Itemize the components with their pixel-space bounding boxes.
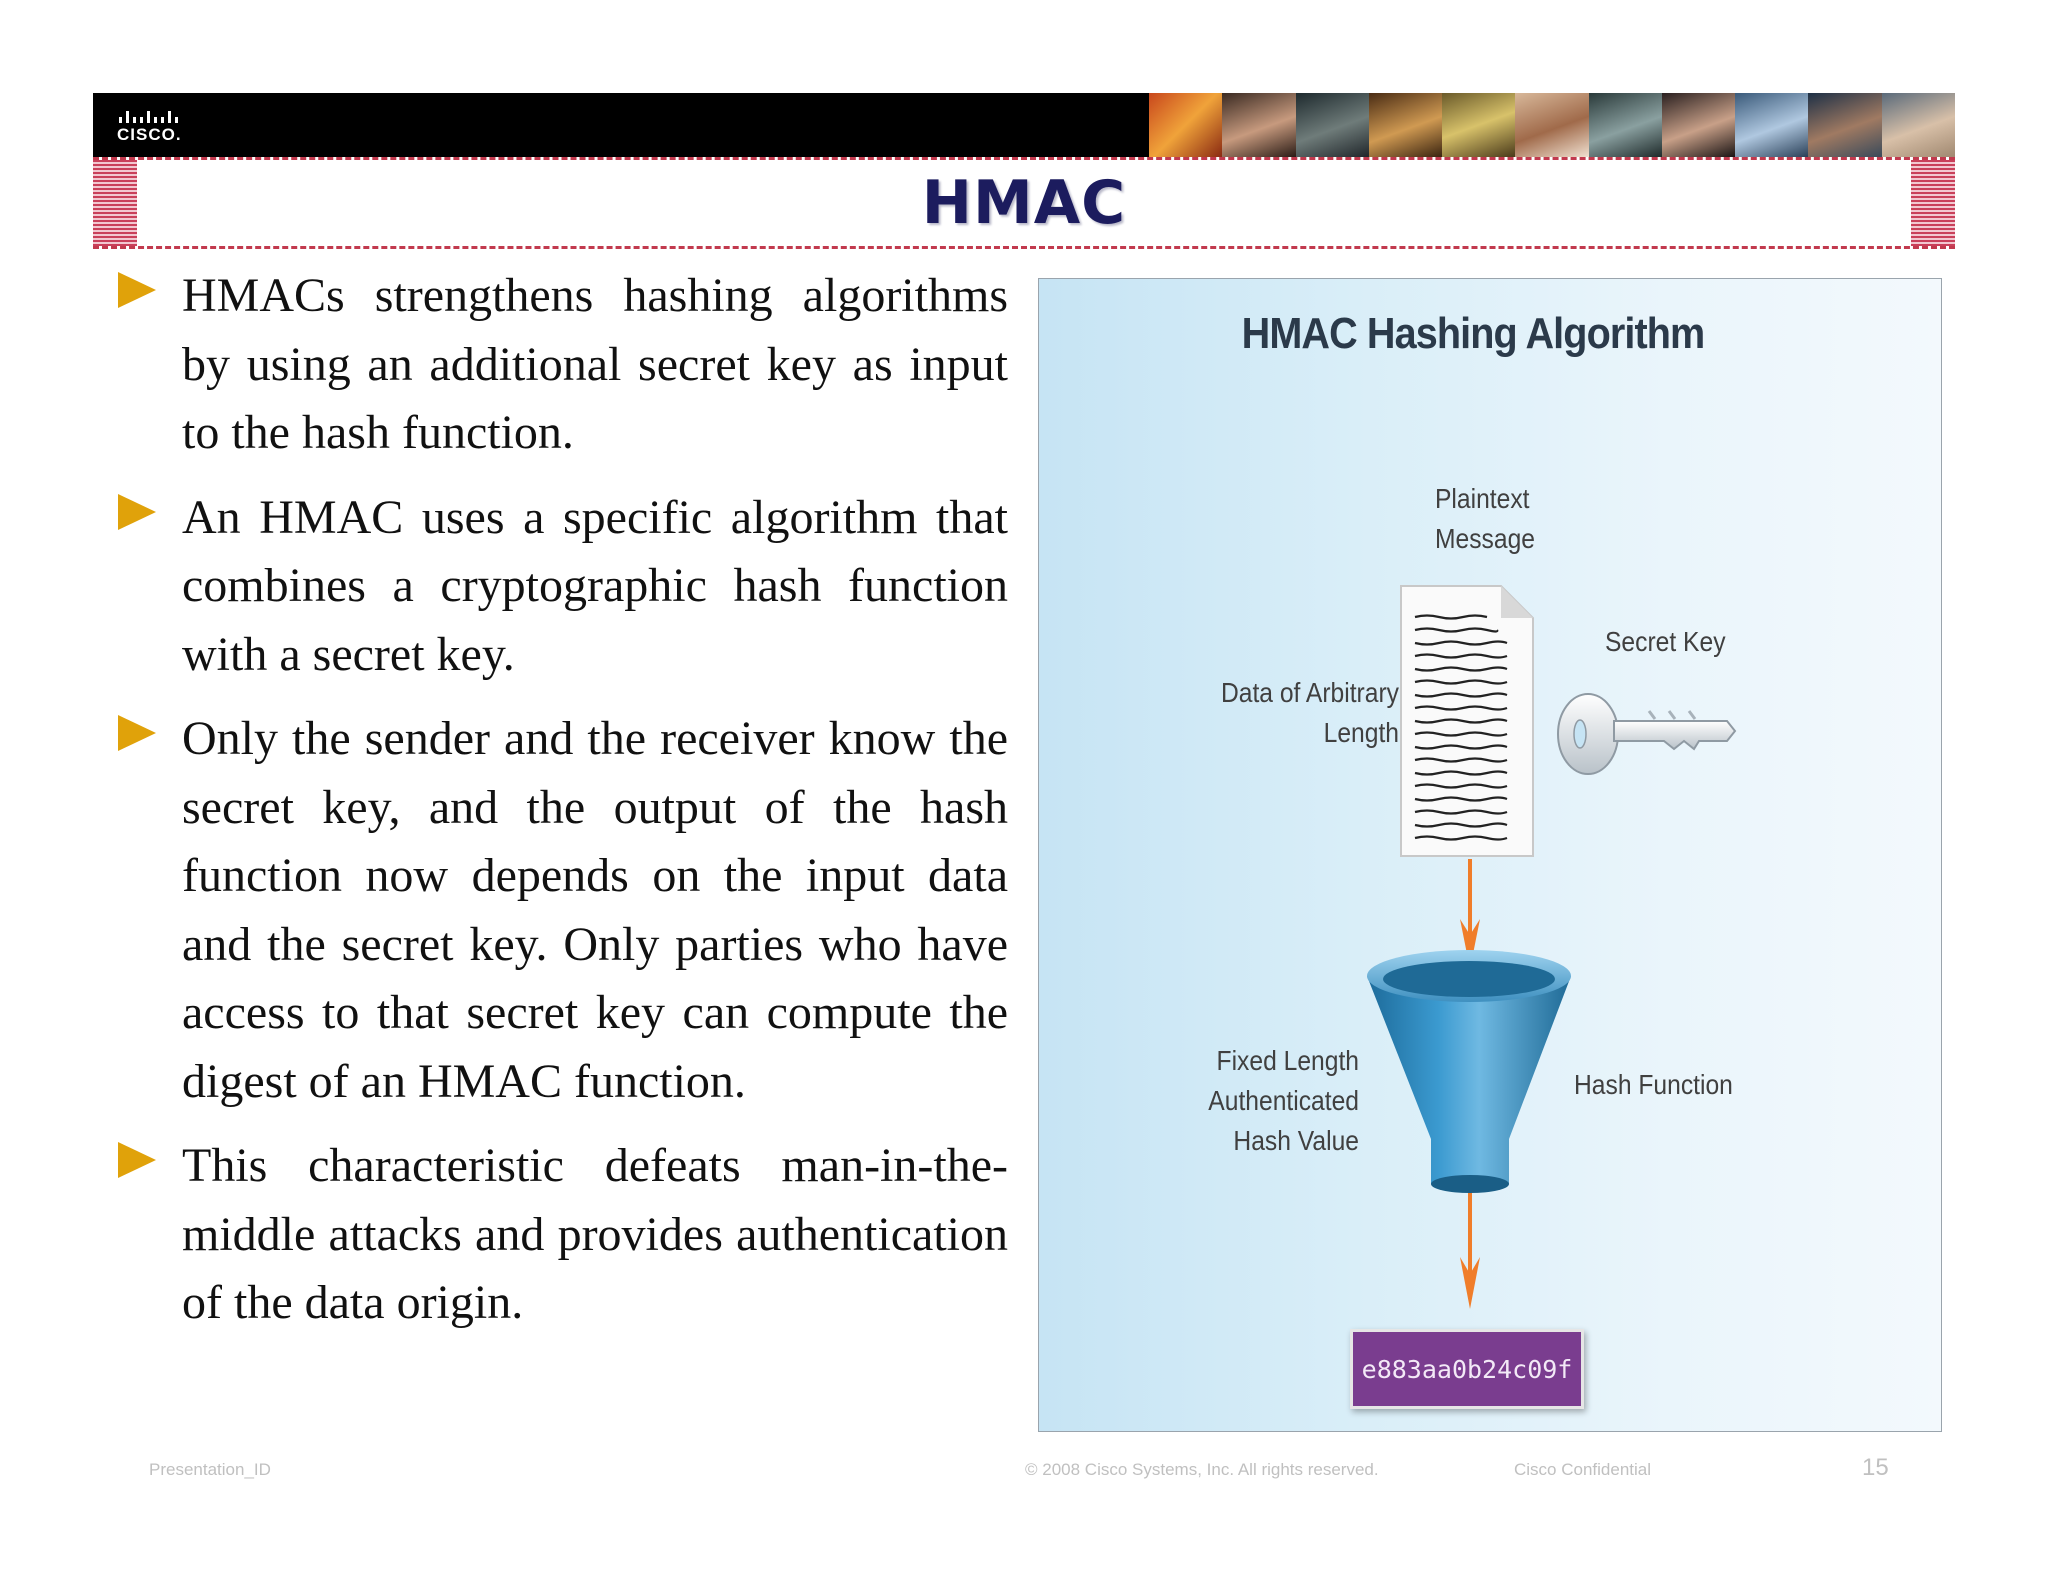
footer-confidential: Cisco Confidential	[1514, 1460, 1652, 1479]
arbitrary-length-label: Data of Arbitrary Length	[1220, 677, 1399, 748]
funnel-icon	[1367, 950, 1571, 1193]
diagram-graphics	[1039, 279, 1942, 1432]
bullet-list	[112, 262, 1008, 1354]
fixed-length-hash-label: Fixed Length Authenticated Hash Value	[1208, 1045, 1359, 1156]
hmac-diagram	[1038, 278, 1942, 1432]
diagram-title: HMAC Hashing Algorithm	[1241, 309, 1705, 358]
title-band	[93, 157, 1955, 249]
bullet-arrow-icon	[118, 1142, 156, 1178]
bullet-text: An HMAC uses a specific algorithm that combines a cryptographic hash function with a secret key.	[182, 490, 1008, 681]
header-photo-strip	[1149, 93, 1955, 157]
secret-key-label: Secret Key	[1605, 626, 1726, 657]
page-number: 15	[1862, 1454, 1889, 1481]
bullet-item	[112, 705, 1008, 1116]
hash-value-box: e883aa0b24c09f	[1350, 1329, 1584, 1409]
arrow-down-icon	[1460, 1191, 1480, 1309]
cisco-logo-bars-icon	[119, 105, 182, 123]
cisco-logo-text: CISCO.	[117, 125, 182, 144]
plaintext-message-label: Plaintext Message	[1435, 483, 1535, 554]
bullet-arrow-icon	[118, 272, 156, 308]
cisco-logo	[117, 105, 182, 145]
key-icon	[1558, 694, 1735, 774]
bullet-item	[112, 262, 1008, 468]
slide-title: HMAC	[921, 168, 1127, 238]
bullet-text: HMACs strengthens hashing algorithms by using an additional secret key as input to the hash function.	[182, 269, 1008, 459]
bullet-arrow-icon	[118, 715, 156, 751]
hash-function-label: Hash Function	[1574, 1069, 1733, 1100]
footer-presentation-id: Presentation_ID	[149, 1460, 271, 1479]
bullet-text: This characteristic defeats man-in-the-middle attacks and provides authentication of the data origin.	[182, 1139, 1008, 1329]
bullet-item	[112, 484, 1008, 690]
footer-copyright: © 2008 Cisco Systems, Inc. All rights reserved.	[1025, 1460, 1379, 1479]
bullet-arrow-icon	[118, 494, 156, 530]
bullet-text: Only the sender and the receiver know the secret key, and the output of the hash function now depends on the input data and the secret key. Only parties who have access to that secret key can compute the digest of an HMAC function.	[182, 712, 1008, 1108]
document-icon	[1401, 586, 1533, 856]
bullet-item	[112, 1132, 1008, 1338]
